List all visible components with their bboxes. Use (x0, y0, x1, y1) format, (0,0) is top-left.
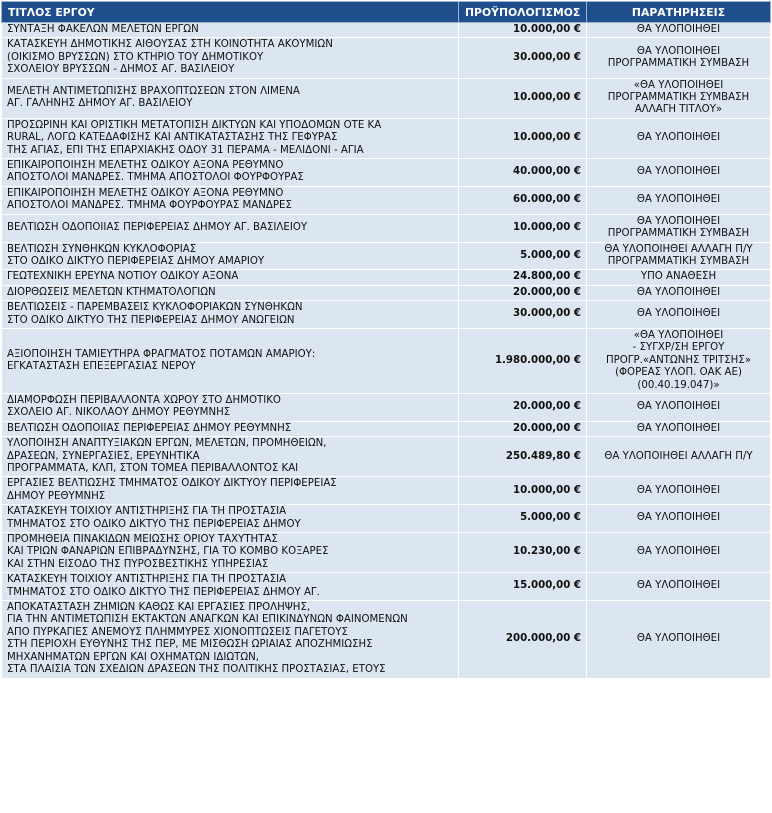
notes-line: ΘΑ ΥΛΟΠΟΙΗΘΕΙ (636, 286, 721, 298)
budget-cell: 20.000,00 € (459, 393, 587, 421)
project-title-cell (2, 533, 459, 573)
project-title-cell (2, 573, 459, 601)
budget-cell: 20.000,00 € (459, 285, 587, 300)
notes-line: ΘΑ ΥΛΟΠΟΙΗΘΕΙ ΑΛΛΑΓΗ Π/Υ (604, 450, 753, 462)
project-title-line: ΤΜΗΜΑΤΟΣ ΣΤΟ ΟΔΙΚΟ ΔΙΚΤΥΟ ΤΗΣ ΠΕΡΙΦΕΡΕΙΑΣ ΔΗΜΟΥ (7, 518, 301, 530)
notes-cell (587, 301, 771, 329)
project-title-line: RURAL, ΛΟΓΩ ΚΑΤΕΔΑΦΙΣΗΣ ΚΑΙ ΑΝΤΙΚΑΤΑΣΤΑΣΗΣ ΤΗΣ ΓΕΦΥΡΑΣ (7, 132, 338, 144)
project-title-cell (2, 393, 459, 421)
project-title-cell (2, 242, 459, 270)
project-title-line: ΣΤΗ ΠΕΡΙΟΧΗ ΕΥΘΥΝΗΣ ΤΗΣ ΠΕΡ, ΜΕ ΜΙΣΘΩΣΗ ΩΡΙΑΙΑΣ ΑΠΟΖΗΜΙΩΣΗΣ (7, 639, 373, 651)
project-title-line: ΑΠΟΣΤΟΛΟΙ ΜΑΝΔΡΕΣ. ΤΜΗΜΑ ΦΟΥΡΦΟΥΡΑΣ ΜΑΝΔΡΕΣ (7, 200, 292, 212)
notes-cell (587, 38, 771, 78)
header-budget: ΠΡΟΫΠΟΛΟΓΙΣΜΟΣ (459, 2, 587, 23)
project-title-line: ΜΕΛΕΤΗ ΑΝΤΙΜΕΤΩΠΙΣΗΣ ΒΡΑΧΟΠΤΩΣΕΩΝ ΣΤΟΝ ΛΙΜΕΝΑ (7, 85, 300, 97)
notes-line: ΠΡΟΓΡΑΜΜΑΤΙΚΗ ΣΥΜΒΑΣΗ (607, 58, 750, 70)
project-title-cell (2, 38, 459, 78)
header-row (2, 2, 771, 23)
table-row (2, 601, 771, 678)
budget-cell: 200.000,00 € (459, 601, 587, 678)
project-title-line: ΒΕΛΤΙΩΣΗ ΟΔΟΠΟΙΙΑΣ ΠΕΡΙΦΕΡΕΙΑΣ ΔΗΜΟΥ ΡΕΘΥΜΝΗΣ (7, 422, 292, 434)
notes-line: ΑΛΛΑΓΗ ΤΙΤΛΟΥ» (634, 104, 723, 116)
table-body (2, 23, 771, 679)
project-title-line: ΚΑΤΑΣΚΕΥΗ ΤΟΙΧΙΟΥ ΑΝΤΙΣΤΗΡΙΞΗΣ ΓΙΑ ΤΗ ΠΡΟΣΤΑΣΙΑ (7, 506, 287, 518)
project-title-line: ΚΑΤΑΣΚΕΥΗ ΔΗΜΟΤΙΚΗΣ ΑΙΘΟΥΣΑΣ ΣΤΗ ΚΟΙΝΟΤΗΤΑ ΑΚΟΥΜΙΩΝ (7, 39, 333, 51)
notes-cell (587, 437, 771, 477)
project-title-line: ΕΡΓΑΣΙΕΣ ΒΕΛΤΙΩΣΗΣ ΤΜΗΜΑΤΟΣ ΟΔΙΚΟΥ ΔΙΚΤΥΟΥ ΠΕΡΙΦΕΡΕΙΑΣ (7, 478, 337, 490)
project-title-cell (2, 437, 459, 477)
notes-line: ΘΑ ΥΛΟΠΟΙΗΘΕΙ (636, 422, 721, 434)
project-title-cell (2, 285, 459, 300)
notes-line: ΠΡΟΓΡΑΜΜΑΤΙΚΗ ΣΥΜΒΑΣΗ (607, 92, 750, 104)
project-title-line: ΚΑΤΑΣΚΕΥΗ ΤΟΙΧΙΟΥ ΑΝΤΙΣΤΗΡΙΞΗΣ ΓΙΑ ΤΗ ΠΡΟΣΤΑΣΙΑ (7, 574, 287, 586)
notes-cell (587, 573, 771, 601)
notes-cell (587, 421, 771, 436)
project-title-line: ΠΡΟΣΩΡΙΝΗ ΚΑΙ ΟΡΙΣΤΙΚΗ ΜΕΤΑΤΟΠΙΣΗ ΔΙΚΤΥΩΝ ΚΑΙ ΥΠΟΔΟΜΩΝ ΟΤΕ ΚΑ (7, 119, 382, 131)
table-row (2, 38, 771, 78)
notes-cell (587, 159, 771, 187)
project-title-cell (2, 601, 459, 678)
table-row (2, 23, 771, 38)
project-title-cell (2, 23, 459, 38)
project-title-cell (2, 118, 459, 158)
project-title-line: ΕΠΙΚΑΙΡΟΠΟΙΗΣΗ ΜΕΛΕΤΗΣ ΟΔΙΚΟΥ ΑΞΟΝΑ ΡΕΘΥΜΝΟ (7, 187, 284, 199)
project-title-line: ΑΞΙΟΠΟΙΗΣΗ ΤΑΜΙΕΥΤΗΡΑ ΦΡΑΓΜΑΤΟΣ ΠΟΤΑΜΩΝ ΑΜΑΡΙΟΥ: (7, 348, 316, 360)
project-title-cell (2, 301, 459, 329)
notes-line: ΘΑ ΥΛΟΠΟΙΗΘΕΙ (636, 546, 721, 558)
budget-cell: 24.800,00 € (459, 270, 587, 285)
notes-line: ΘΑ ΥΛΟΠΟΙΗΘΕΙ (636, 132, 721, 144)
notes-line: «ΘΑ ΥΛΟΠΟΙΗΘΕΙ (633, 329, 724, 341)
table-row (2, 421, 771, 436)
project-title-line: ΣΤΑ ΠΛΑΙΣΙΑ ΤΩΝ ΣΧΕΔΙΩΝ ΔΡΑΣΕΩΝ ΤΗΣ ΠΟΛΙΤΙΚΗΣ ΠΡΟΣΤΑΣΙΑΣ, ΕΤΟΥΣ (7, 664, 386, 676)
notes-cell (587, 23, 771, 38)
table-row (2, 214, 771, 242)
project-title-line: ΑΠΟΣΤΟΛΟΙ ΜΑΝΔΡΕΣ. ΤΜΗΜΑ ΑΠΟΣΤΟΛΟΙ ΦΟΥΡΦΟΥΡΑΣ (7, 172, 304, 184)
notes-cell (587, 601, 771, 678)
notes-cell (587, 285, 771, 300)
budget-cell: 10.000,00 € (459, 78, 587, 118)
table-row (2, 186, 771, 214)
project-title-line: ΔΙΟΡΘΩΣΕΙΣ ΜΕΛΕΤΩΝ ΚΤΗΜΑΤΟΛΟΓΙΩΝ (7, 286, 216, 298)
project-title-line: ΣΥΝΤΑΞΗ ΦΑΚΕΛΩΝ ΜΕΛΕΤΩΝ ΕΡΓΩΝ (7, 24, 199, 35)
notes-line: ΘΑ ΥΛΟΠΟΙΗΘΕΙ (636, 401, 721, 413)
table-row (2, 301, 771, 329)
table-row (2, 437, 771, 477)
budget-cell: 250.489,80 € (459, 437, 587, 477)
notes-cell (587, 186, 771, 214)
notes-line: ΘΑ ΥΛΟΠΟΙΗΘΕΙ (636, 633, 721, 645)
project-title-line: ΑΠΟ ΠΥΡΚΑΓΙΕΣ ΑΝΕΜΟΥΣ ΠΛΗΜΜΥΡΕΣ ΧΙΟΝΟΠΤΩΣΕΙΣ ΠΑΓΕΤΟΥΣ (7, 626, 348, 638)
project-title-cell (2, 78, 459, 118)
table-row (2, 285, 771, 300)
notes-line: ΘΑ ΥΛΟΠΟΙΗΘΕΙ (636, 308, 721, 320)
notes-line: ΘΑ ΥΛΟΠΟΙΗΘΕΙ (636, 484, 721, 496)
project-title-line: ΤΜΗΜΑΤΟΣ ΣΤΟ ΟΔΙΚΟ ΔΙΚΤΥΟ ΤΗΣ ΠΕΡΙΦΕΡΕΙΑΣ ΔΗΜΟΥ ΑΓ. (7, 586, 320, 598)
notes-cell (587, 78, 771, 118)
notes-cell (587, 270, 771, 285)
project-title-line: ΠΡΟΜΗΘΕΙΑ ΠΙΝΑΚΙΔΩΝ ΜΕΙΩΣΗΣ ΟΡΙΟΥ ΤΑΧΥΤΗΤΑΣ (7, 534, 278, 546)
notes-line: ΠΡΟΓΡΑΜΜΑΤΙΚΗ ΣΥΜΒΑΣΗ (607, 255, 750, 267)
project-title-line: ΒΕΛΤΙΩΣΕΙΣ - ΠΑΡΕΜΒΑΣΕΙΣ ΚΥΚΛΟΦΟΡΙΑΚΩΝ ΣΥΝΘΗΚΩΝ (7, 302, 303, 314)
budget-cell: 1.980.000,00 € (459, 328, 587, 393)
project-title-line: ΓΙΑ ΤΗΝ ΑΝΤΙΜΕΤΩΠΙΣΗ ΕΚΤΑΚΤΩΝ ΑΝΑΓΚΩΝ ΚΑΙ ΕΠΙΚΙΝΔΥΝΩΝ ΦΑΙΝΟΜΕΝΩΝ (7, 614, 408, 626)
project-title-line: ΕΓΚΑΤΑΣΤΑΣΗ ΕΠΕΞΕΡΓΑΣΙΑΣ ΝΕΡΟΥ (7, 360, 196, 372)
project-title-line: ΣΤΟ ΟΔΙΚΟ ΔΙΚΤΥΟ ΠΕΡΙΦΕΡΕΙΑΣ ΔΗΜΟΥ ΑΜΑΡΙΟΥ (7, 255, 265, 267)
notes-line: «ΘΑ ΥΛΟΠΟΙΗΘΕΙ (633, 79, 724, 91)
project-title-cell (2, 270, 459, 285)
notes-line: ΥΠΟ ΑΝΑΘΕΣΗ (640, 271, 717, 283)
project-title-line: ΕΠΙΚΑΙΡΟΠΟΙΗΣΗ ΜΕΛΕΤΗΣ ΟΔΙΚΟΥ ΑΞΟΝΑ ΡΕΘΥΜΝΟ (7, 160, 284, 172)
budget-cell: 10.000,00 € (459, 118, 587, 158)
notes-cell (587, 328, 771, 393)
table-row (2, 573, 771, 601)
budget-cell: 5.000,00 € (459, 505, 587, 533)
project-title-line: ΣΤΟ ΟΔΙΚΟ ΔΙΚΤΥΟ ΤΗΣ ΠΕΡΙΦΕΡΕΙΑΣ ΔΗΜΟΥ ΑΝΩΓΕΙΩΝ (7, 314, 295, 326)
project-title-cell (2, 328, 459, 393)
project-title-line: ΔΗΜΟΥ ΡΕΘΥΜΝΗΣ (7, 490, 106, 502)
budget-cell: 15.000,00 € (459, 573, 587, 601)
notes-line: ΘΑ ΥΛΟΠΟΙΗΘΕΙ (636, 580, 721, 592)
notes-cell (587, 393, 771, 421)
notes-line: (ΦΟΡΕΑΣ ΥΛΟΠ. ΟΑΚ ΑΕ) (615, 367, 742, 379)
project-title-line: ΚΑΙ ΣΤΗΝ ΕΙΣΟΔΟ ΤΗΣ ΠΥΡΟΣΒΕΣΤΙΚΗΣ ΥΠΗΡΕΣΙΑΣ (7, 558, 269, 570)
notes-line: ΘΑ ΥΛΟΠΟΙΗΘΕΙ (636, 45, 721, 57)
project-title-line: ΔΡΑΣΕΩΝ, ΣΥΝΕΡΓΑΣΙΕΣ, ΕΡΕΥΝΗΤΙΚΑ (7, 450, 200, 462)
notes-line: ΠΡΟΓΡ.«ΑΝΤΩΝΗΣ ΤΡΙΤΣΗΣ» (605, 354, 752, 366)
table-row (2, 477, 771, 505)
table-row (2, 328, 771, 393)
project-title-line: ΒΕΛΤΙΩΣΗ ΣΥΝΘΗΚΩΝ ΚΥΚΛΟΦΟΡΙΑΣ (7, 243, 197, 255)
budget-cell: 30.000,00 € (459, 301, 587, 329)
notes-cell (587, 505, 771, 533)
notes-line: ΘΑ ΥΛΟΠΟΙΗΘΕΙ (636, 512, 721, 524)
header-title: ΤΙΤΛΟΣ ΕΡΓΟΥ (2, 2, 459, 23)
project-title-line: ΔΙΑΜΟΡΦΩΣΗ ΠΕΡΙΒΑΛΛΟΝΤΑ ΧΩΡΟΥ ΣΤΟ ΔΗΜΟΤΙΚΟ (7, 394, 281, 406)
notes-line: ΠΡΟΓΡΑΜΜΑΤΙΚΗ ΣΥΜΒΑΣΗ (607, 228, 750, 240)
budget-cell: 10.000,00 € (459, 214, 587, 242)
budget-cell: 10.230,00 € (459, 533, 587, 573)
table-row (2, 159, 771, 187)
project-title-line: ΒΕΛΤΙΩΣΗ ΟΔΟΠΟΙΙΑΣ ΠΕΡΙΦΕΡΕΙΑΣ ΔΗΜΟΥ ΑΓ. ΒΑΣΙΛΕΙΟΥ (7, 221, 308, 233)
notes-cell (587, 214, 771, 242)
header-notes: ΠΑΡΑΤΗΡΗΣΕΙΣ (587, 2, 771, 23)
notes-cell (587, 477, 771, 505)
notes-cell (587, 118, 771, 158)
table-row (2, 505, 771, 533)
project-title-line: ΓΕΩΤΕΧΝΙΚΗ ΕΡΕΥΝΑ ΝΟΤΙΟΥ ΟΔΙΚΟΥ ΑΞΟΝΑ (7, 271, 239, 283)
notes-line: ΘΑ ΥΛΟΠΟΙΗΘΕΙ (636, 166, 721, 178)
project-title-line: ΚΑΙ ΤΡΙΩΝ ΦΑΝΑΡΙΩΝ ΕΠΙΒΡΑΔΥΝΣΗΣ, ΓΙΑ ΤΟ ΚΟΜΒΟ ΚΟΞΑΡΕΣ (7, 546, 329, 558)
budget-cell: 10.000,00 € (459, 477, 587, 505)
notes-line: - ΣΥΓΧΡ/ΣΗ ΕΡΓΟΥ (632, 342, 725, 354)
project-title-cell (2, 421, 459, 436)
notes-line: ΘΑ ΥΛΟΠΟΙΗΘΕΙ ΑΛΛΑΓΗ Π/Υ (604, 243, 753, 255)
table-row (2, 270, 771, 285)
notes-cell (587, 242, 771, 270)
notes-line: ΘΑ ΥΛΟΠΟΙΗΘΕΙ (636, 194, 721, 206)
table-row (2, 78, 771, 118)
project-title-line: ΥΛΟΠΟΙΗΣΗ ΑΝΑΠΤΥΞΙΑΚΩΝ ΕΡΓΩΝ, ΜΕΛΕΤΩΝ, ΠΡΟΜΗΘΕΙΩΝ, (7, 438, 327, 450)
table-row (2, 242, 771, 270)
project-title-cell (2, 477, 459, 505)
project-title-line: ΣΧΟΛΕΙΟ ΑΓ. ΝΙΚΟΛΑΟΥ ΔΗΜΟΥ ΡΕΘΥΜΝΗΣ (7, 407, 231, 419)
table-row (2, 393, 771, 421)
projects-table (1, 1, 771, 679)
budget-cell: 10.000,00 € (459, 23, 587, 38)
project-title-cell (2, 159, 459, 187)
notes-line: ΘΑ ΥΛΟΠΟΙΗΘΕΙ (636, 215, 721, 227)
budget-cell: 5.000,00 € (459, 242, 587, 270)
budget-cell: 30.000,00 € (459, 38, 587, 78)
project-title-line: ΠΡΟΓΡΑΜΜΑΤΑ, ΚΛΠ, ΣΤΟΝ ΤΟΜΕΑ ΠΕΡΙΒΑΛΛΟΝΤΟΣ ΚΑΙ (7, 463, 299, 474)
budget-cell: 40.000,00 € (459, 159, 587, 187)
notes-line: (00.40.19.047)» (637, 379, 720, 391)
project-title-line: ΤΗΣ ΑΓΙΑΣ, ΕΠΙ ΤΗΣ ΕΠΑΡΧΙΑΚΗΣ ΟΔΟΥ 31 ΠΕΡΑΜΑ - ΜΕΛΙΔΟΝΙ - ΑΓΙΑ (7, 144, 364, 156)
project-title-line: (ΟΙΚΙΣΜΟ ΒΡΥΣΣΩΝ) ΣΤΟ ΚΤΗΡΙΟ ΤΟΥ ΔΗΜΟΤΙΚΟΥ (7, 51, 264, 63)
table-row (2, 118, 771, 158)
project-title-cell (2, 186, 459, 214)
budget-cell: 20.000,00 € (459, 421, 587, 436)
budget-cell: 60.000,00 € (459, 186, 587, 214)
project-title-line: ΜΗΧΑΝΗΜΑΤΩΝ ΕΡΓΩΝ ΚΑΙ ΟΧΗΜΑΤΩΝ ΙΔΙΩΤΩΝ, (7, 651, 260, 663)
project-title-line: ΣΧΟΛΕΙΟΥ ΒΡΥΣΣΩΝ - ΔΗΜΟΣ ΑΓ. ΒΑΣΙΛΕΙΟΥ (7, 64, 235, 76)
table-row (2, 533, 771, 573)
notes-line: ΘΑ ΥΛΟΠΟΙΗΘΕΙ (636, 24, 721, 35)
project-title-cell (2, 214, 459, 242)
project-title-line: ΑΠΟΚΑΤΑΣΤΑΣΗ ΖΗΜΙΩΝ ΚΑΘΩΣ ΚΑΙ ΕΡΓΑΣΙΕΣ ΠΡΟΛΗΨΗΣ, (7, 602, 311, 614)
project-title-cell (2, 505, 459, 533)
notes-cell (587, 533, 771, 573)
project-title-line: ΑΓ. ΓΑΛΗΝΗΣ ΔΗΜΟΥ ΑΓ. ΒΑΣΙΛΕΙΟΥ (7, 98, 193, 110)
